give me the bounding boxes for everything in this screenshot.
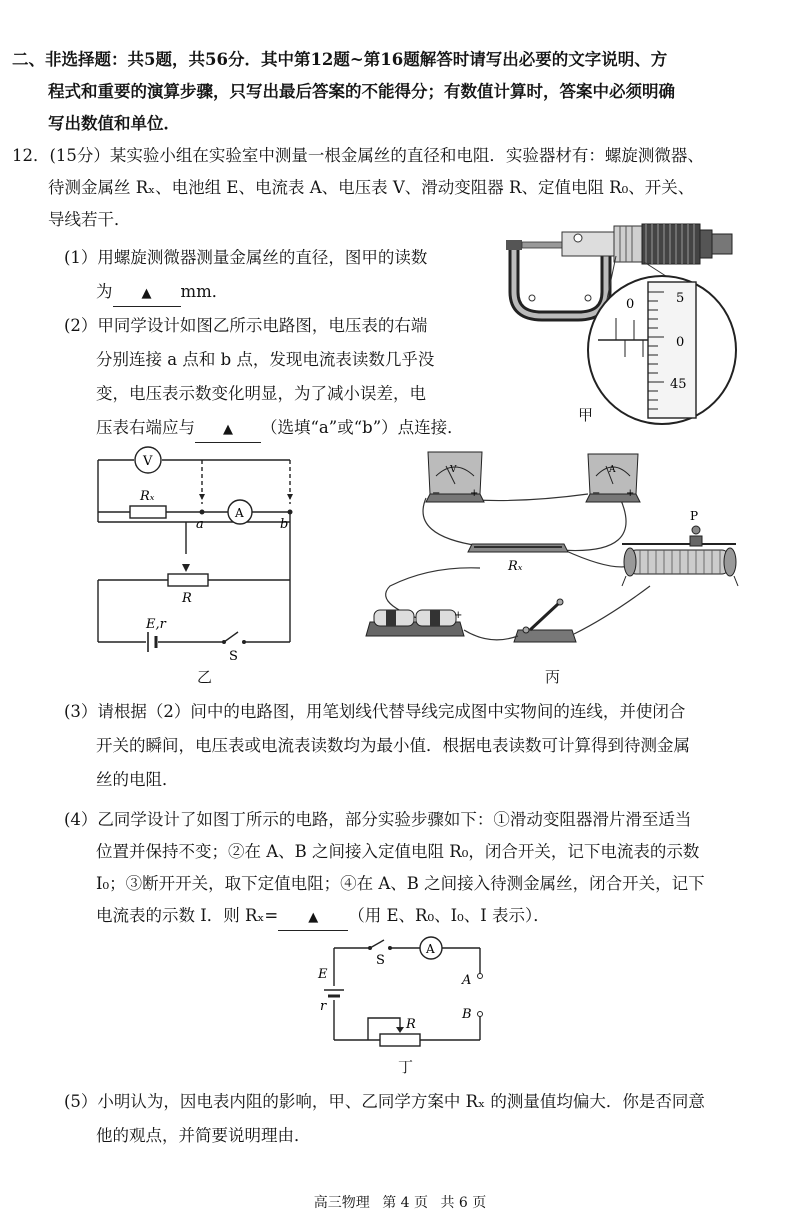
voltmeter-device-label: V xyxy=(450,465,457,475)
slider-p-label: P xyxy=(690,509,699,523)
scale-label-5: 5 xyxy=(676,291,685,306)
p3-line2: 开关的瞬间，电压表或电流表读数均为最小值．根据电表读数可计算得到待测金属 xyxy=(96,736,690,755)
rheostat-label-ding: R xyxy=(406,1017,416,1032)
p4-line1: (4）乙同学设计了如图丁所示的电路，部分实验步骤如下：①滑动变阻器滑片滑至适当 xyxy=(64,810,692,829)
terminal-a xyxy=(478,974,483,979)
rx-device-label: Rₓ xyxy=(508,559,523,574)
p1-answer-blank[interactable]: ▲ xyxy=(113,282,181,307)
p4-line2: 位置并保持不变；②在 A、B 之间接入定值电阻 R₀，闭合开关，记下电流表的示数 xyxy=(96,842,700,861)
voltmeter-plus-terminal: + xyxy=(470,488,479,499)
figure-bing-caption: 丙 xyxy=(545,668,561,686)
ammeter-label: A xyxy=(235,506,244,520)
p2-line1: (2）甲同学设计如图乙所示电路图，电压表的右端 xyxy=(64,316,428,335)
battery-pack-device xyxy=(366,610,464,636)
p4-answer-blank[interactable]: ▲ xyxy=(278,906,348,931)
micrometer-ratchet xyxy=(712,234,732,254)
rheostat-label: R xyxy=(182,591,192,606)
ammeter-label-ding: A xyxy=(426,942,435,956)
switch-label-ding: S xyxy=(376,953,385,968)
emf-label-ding: E xyxy=(318,967,328,982)
q12-line3: 导线若干． xyxy=(48,210,131,229)
p2-answer-blank[interactable]: ▲ xyxy=(195,418,261,443)
footer-page-number: 第 4 页 xyxy=(382,1195,428,1211)
p5-line2: 他的观点，并简要说明理由． xyxy=(96,1126,311,1145)
p2-post: （选填“a”或“b”）点连接． xyxy=(261,418,464,437)
footer-subject: 高三物理 xyxy=(313,1195,370,1211)
footer-total-pages: 共 6 页 xyxy=(440,1195,487,1211)
p4-pre: 电流表的示数 I．则 Rₓ= xyxy=(96,906,279,925)
ammeter-plus-terminal: + xyxy=(626,488,635,499)
p2-line3: 变，电压表示数变化明显，为了减小误差，电 xyxy=(96,384,426,403)
section-header-line3: 写出数值和单位． xyxy=(48,114,180,133)
switch-label: S xyxy=(229,649,238,664)
p4-line3: I₀；③断开开关，取下定值电阻；④在 A、B 之间接入待测金属丝，闭合开关，记下 xyxy=(96,874,705,893)
scale-label-0: 0 xyxy=(626,297,635,312)
micrometer-thimble xyxy=(614,226,642,262)
scale-label-0b: 0 xyxy=(676,335,685,350)
p1-line2 xyxy=(96,280,228,307)
p2-line4 xyxy=(96,416,464,443)
section-header-line2: 程式和重要的演算步骤，只写出最后答案的不能得分；有数值计算时，答案中必须明确 xyxy=(48,82,675,101)
rx-wire-board xyxy=(468,544,568,574)
micrometer-figure xyxy=(486,212,746,440)
p3-line1: (3）请根据（2）问中的电路图，用笔划线代替导线完成图中实物间的连线，并使闭合 xyxy=(64,702,686,721)
rx-label: Rₓ xyxy=(140,489,155,504)
rheostat-symbol xyxy=(168,574,208,586)
page-footer xyxy=(0,1192,800,1212)
terminal-b xyxy=(478,1012,483,1017)
micrometer-anvil xyxy=(506,240,522,250)
rx-resistor-symbol xyxy=(130,506,166,518)
ammeter-minus-terminal: − xyxy=(592,488,601,499)
figure-ding-caption: 丁 xyxy=(398,1058,414,1076)
terminal-b-label: B xyxy=(462,1007,472,1022)
battery-plus-terminal: + xyxy=(454,610,463,621)
apparatus-figure-bing xyxy=(350,446,750,664)
circuit-diagram-ding xyxy=(308,934,498,1052)
internal-resistance-label-ding: r xyxy=(320,999,327,1014)
point-b-label: b xyxy=(280,517,289,532)
p5-line1: (5）小明认为，因电表内阻的影响，甲、乙同学方案中 Rₓ 的测量值均偏大．你是否同意 xyxy=(64,1092,705,1111)
section-header-line1: 二、非选择题：共5题，共56分．其中第12题~第16题解答时请写出必要的文字说明、方 xyxy=(12,50,668,69)
p2-pre: 压表右端应与 xyxy=(96,418,195,437)
figure-yi-caption: 乙 xyxy=(197,668,213,686)
voltmeter-device xyxy=(426,452,484,502)
circuit-diagram-yi xyxy=(90,446,300,664)
q12-line2: 待测金属丝 Rₓ、电池组 E、电流表 A、电压表 V、滑动变阻器 R、定值电阻 R₀、开关、 xyxy=(48,178,695,197)
rheostat-symbol-ding xyxy=(380,1034,420,1046)
micrometer-sleeve xyxy=(562,232,614,256)
ammeter-device xyxy=(586,454,640,502)
p2-line2: 分别连接 a 点和 b 点，发现电流表读数几乎没 xyxy=(96,350,435,369)
terminal-a-label: A xyxy=(462,973,472,988)
p4-line4 xyxy=(96,904,550,931)
p4-post: （用 E、R₀、I₀、I 表示）． xyxy=(348,906,550,925)
p1-line1: (1）用螺旋测微器测量金属丝的直径，图甲的读数 xyxy=(64,248,428,267)
ammeter-device-label: A xyxy=(609,465,616,475)
p1-pre: 为 xyxy=(96,282,113,301)
battery-label: E,r xyxy=(146,617,166,632)
sliding-rheostat-device xyxy=(622,509,738,586)
voltmeter-label: V xyxy=(143,454,153,469)
switch-symbol xyxy=(242,640,246,644)
p1-post: mm． xyxy=(180,282,229,301)
micrometer-knurled-barrel xyxy=(642,224,700,264)
switch-symbol-ding xyxy=(388,946,392,950)
voltmeter-minus-terminal: − xyxy=(432,488,441,499)
point-a-label: a xyxy=(196,517,204,532)
scale-label-45: 45 xyxy=(670,377,687,392)
figure-jia-caption: 甲 xyxy=(578,406,594,424)
switch-device xyxy=(514,599,576,642)
micrometer-frame xyxy=(514,248,606,316)
p3-line3: 丝的电阻． xyxy=(96,770,179,789)
micrometer-thimble-scale xyxy=(648,282,696,418)
q12-line1: 12．(15分）某实验小组在实验室中测量一根金属丝的直径和电阻．实验器材有：螺旋测微器、 xyxy=(12,146,704,165)
